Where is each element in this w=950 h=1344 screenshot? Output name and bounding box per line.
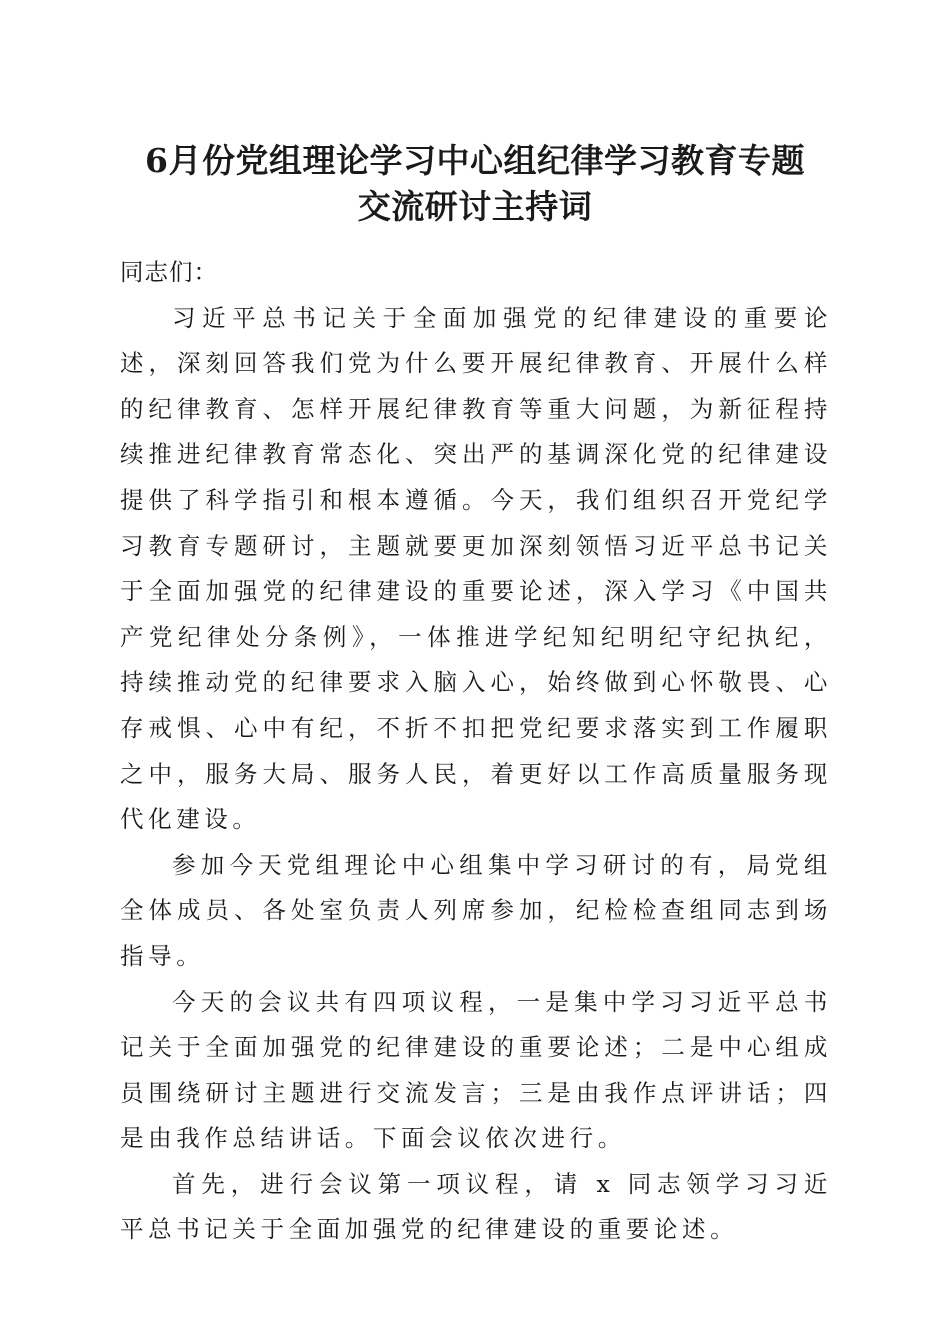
paragraph-4: 首先，进行会议第一项议程，请 x 同志领学习习近平总书记关于全面加强党的纪律建设的重要论述。 [120, 1169, 832, 1244]
document-title-line-1: 6月份党组理论学习中心组纪律学习教育专题 [145, 141, 805, 180]
document-body [120, 250, 832, 1253]
paragraph-1: 习近平总书记关于全面加强党的纪律建设的重要论述，深刻回答我们党为什么要开展纪律教育、开展什么样的纪律教育、怎样开展纪律教育等重大问题，为新征程持续推进纪律教育常态化、突出严的基调深化党的纪律建设提供了科学指引和根本遵循。今天，我们组织召开党纪学习教育专题研讨，主题就要更加深刻领悟习近平总书记关于全面加强党的纪律建设的重要论述，深入学习《中国共产党纪律处分条例》，一体推进学纪知纪明纪守纪执纪，持续推动党的纪律要求入脑入心，始终做到心怀敬畏、心存戒惧、心中有纪，不折不扣把党纪要求落实到工作履职之中，服务大局、服务人民，着更好以工作高质量服务现代化建设。 [120, 303, 832, 834]
paragraph-3: 今天的会议共有四项议程，一是集中学习习近平总书记关于全面加强党的纪律建设的重要论述；二是中心组成员围绕研讨主题进行交流发言；三是由我作点评讲话；四是由我作总结讲话。下面会议依次进行。 [120, 987, 832, 1153]
paragraph-2: 参加今天党组理论中心组集中学习研讨的有，局党组全体成员、各处室负责人列席参加，纪检检查组同志到场指导。 [120, 850, 832, 970]
document-title-line-2: 交流研讨主持词 [357, 187, 593, 226]
greeting: 同志们： [120, 258, 218, 286]
